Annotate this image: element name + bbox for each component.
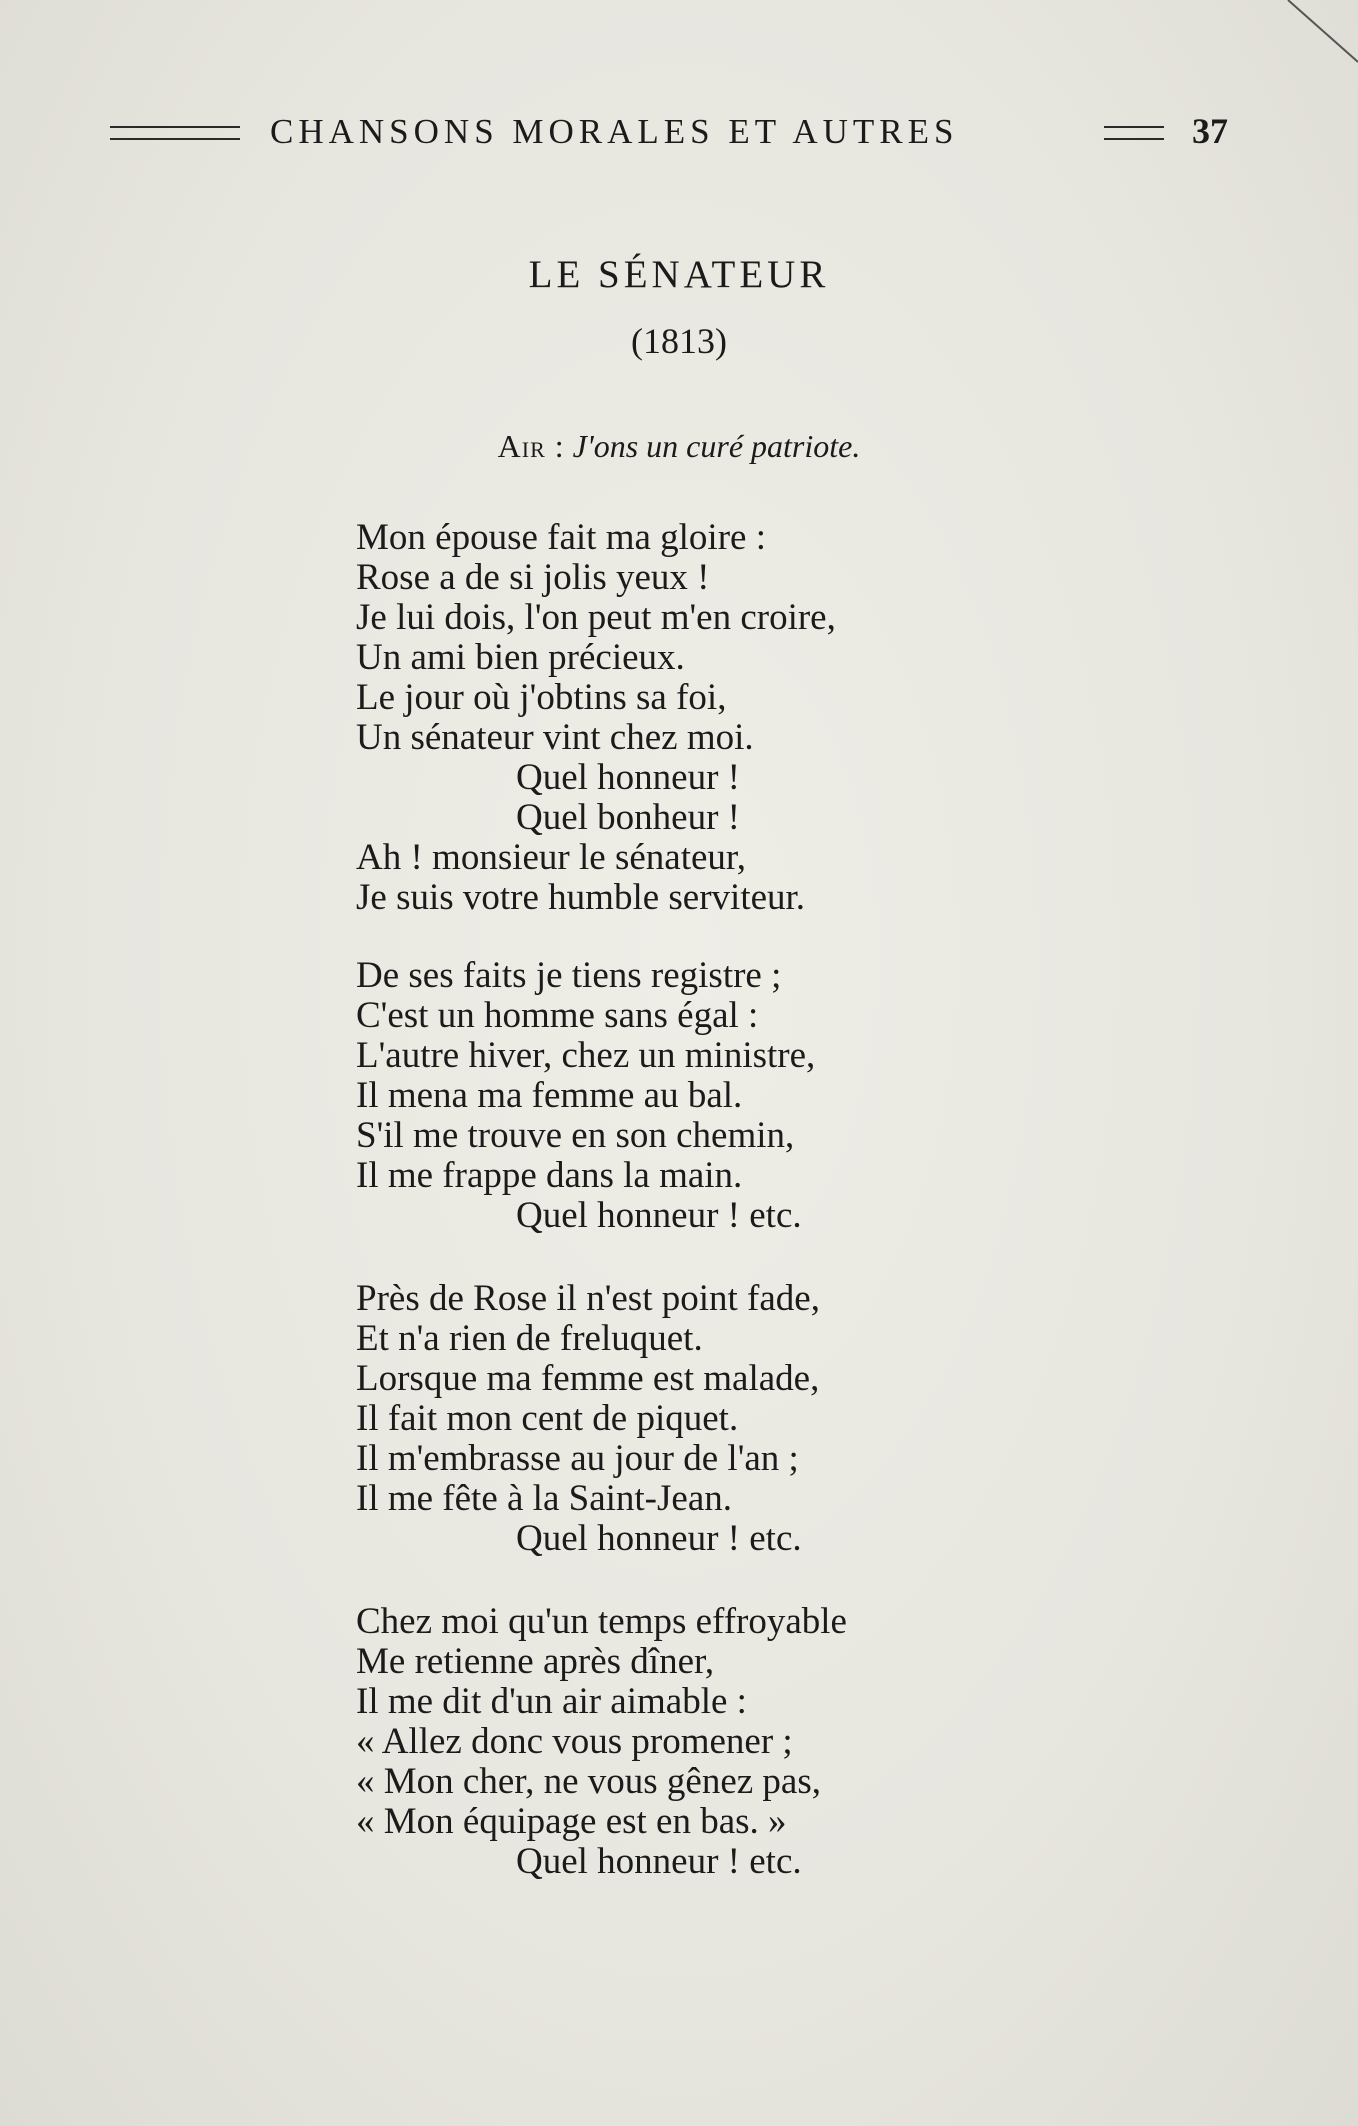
verse-line: L'autre hiver, chez un ministre, bbox=[356, 1035, 816, 1076]
page-corner-mark bbox=[1278, 0, 1358, 80]
verse-line: C'est un homme sans égal : bbox=[356, 995, 759, 1036]
refrain-line: Quel honneur ! bbox=[516, 757, 740, 798]
running-head-title: CHANSONS MORALES ET AUTRES bbox=[270, 112, 959, 151]
verse-line: Chez moi qu'un temps effroyable bbox=[356, 1601, 847, 1642]
verse-line: Un sénateur vint chez moi. bbox=[356, 717, 754, 758]
stanza-4 bbox=[356, 1602, 1056, 1882]
running-head-rule-right bbox=[1104, 126, 1164, 140]
air-tune: J'ons un curé patriote. bbox=[572, 428, 861, 464]
stanza-2 bbox=[356, 956, 1056, 1236]
verse-line: Et n'a rien de freluquet. bbox=[356, 1318, 703, 1359]
verse-line: « Mon équipage est en bas. » bbox=[356, 1801, 787, 1842]
refrain-line: Quel bonheur ! bbox=[516, 797, 740, 838]
refrain-line: Quel honneur ! etc. bbox=[516, 1195, 802, 1236]
verse-line: Rose a de si jolis yeux ! bbox=[356, 557, 710, 598]
running-head bbox=[110, 108, 1240, 152]
verse-line: Il mena ma femme au bal. bbox=[356, 1075, 743, 1116]
verse-line: Je lui dois, l'on peut m'en croire, bbox=[356, 597, 836, 638]
stanza-1 bbox=[356, 518, 1056, 918]
verse-line: Je suis votre humble serviteur. bbox=[356, 877, 806, 918]
verse-line: Il me frappe dans la main. bbox=[356, 1155, 743, 1196]
refrain-line: Quel honneur ! etc. bbox=[516, 1841, 802, 1882]
song-air bbox=[0, 428, 1358, 465]
verse-line: De ses faits je tiens registre ; bbox=[356, 955, 782, 996]
song-year: (1813) bbox=[631, 321, 727, 361]
verse-line: Lorsque ma femme est malade, bbox=[356, 1358, 820, 1399]
verse-line: S'il me trouve en son chemin, bbox=[356, 1115, 795, 1156]
refrain-line: Quel honneur ! etc. bbox=[516, 1518, 802, 1559]
page-number: 37 bbox=[1192, 111, 1228, 151]
verse-line: Il m'embrasse au jour de l'an ; bbox=[356, 1438, 799, 1479]
verse-line: « Allez donc vous promener ; bbox=[356, 1721, 793, 1762]
stanza-3 bbox=[356, 1279, 1056, 1559]
song-title: LE SÉNATEUR bbox=[528, 253, 830, 296]
verse-line: Le jour où j'obtins sa foi, bbox=[356, 677, 727, 718]
verse-line: Près de Rose il n'est point fade, bbox=[356, 1278, 820, 1319]
verse-line: « Mon cher, ne vous gênez pas, bbox=[356, 1761, 821, 1802]
air-label: Air : bbox=[497, 428, 565, 464]
verse-line: Un ami bien précieux. bbox=[356, 637, 685, 678]
running-head-rule-left bbox=[110, 126, 240, 140]
verse-line: Mon épouse fait ma gloire : bbox=[356, 517, 766, 558]
verse-line: Ah ! monsieur le sénateur, bbox=[356, 837, 746, 878]
verse-line: Il me fête à la Saint-Jean. bbox=[356, 1478, 732, 1519]
verse-line: Il fait mon cent de piquet. bbox=[356, 1398, 739, 1439]
verse-line: Il me dit d'un air aimable : bbox=[356, 1681, 747, 1722]
verse-line: Me retienne après dîner, bbox=[356, 1641, 715, 1682]
